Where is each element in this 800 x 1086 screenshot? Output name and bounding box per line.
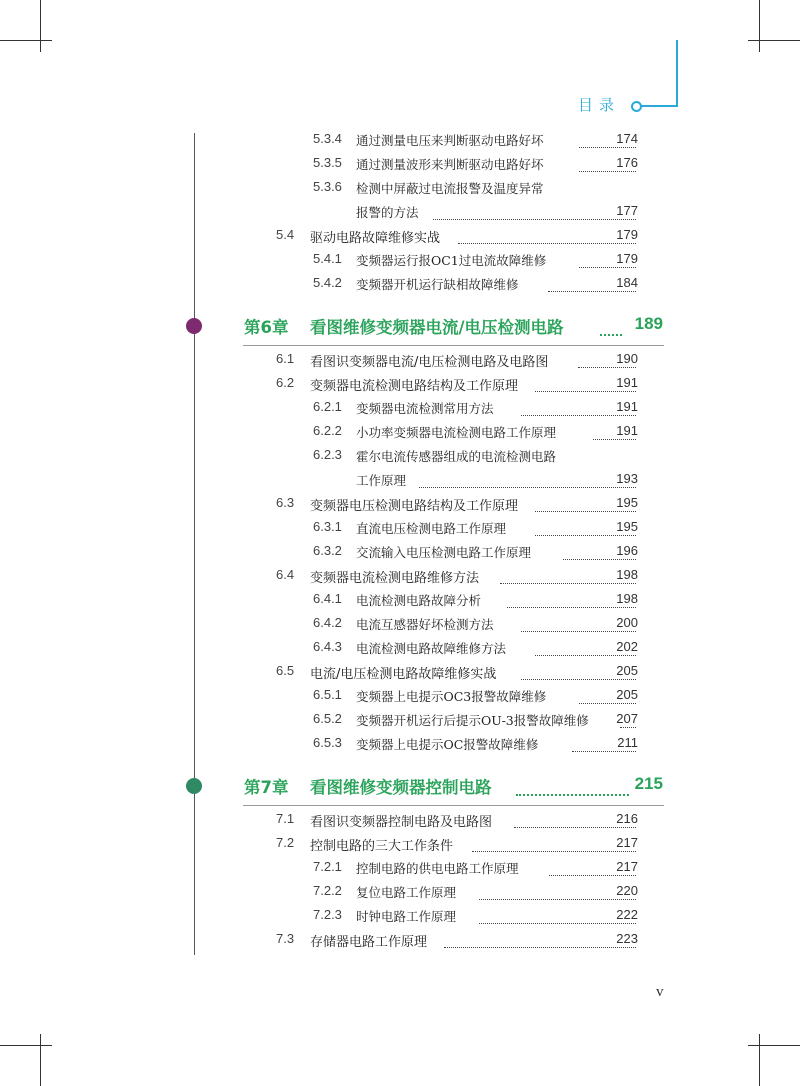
entry-page: 202 xyxy=(616,639,638,654)
crop-mark xyxy=(759,1034,760,1086)
entry-title: 变频器电压检测电路结构及工作原理 xyxy=(310,499,519,514)
entry-page: 198 xyxy=(616,567,638,582)
entry-number: 5.3.5 xyxy=(313,155,342,170)
toc-entry[interactable] xyxy=(0,567,800,591)
entry-page: 200 xyxy=(616,615,638,630)
entry-title: 工作原理 xyxy=(356,473,407,488)
entry-page: 211 xyxy=(617,735,638,750)
entry-title: 控制电路的三大工作条件 xyxy=(310,839,454,854)
entry-number: 5.3.6 xyxy=(313,179,342,194)
page-number: v xyxy=(656,984,664,1000)
crop-mark xyxy=(0,40,52,41)
toc-entry-continuation[interactable] xyxy=(0,471,800,495)
header-accent-bar xyxy=(676,40,678,106)
entry-title: 看图识变频器控制电路及电路图 xyxy=(310,815,493,830)
chapter-title: 看图维修变频器电流/电压检测电路 xyxy=(310,318,564,337)
entry-title: 电流检测电路故障分析 xyxy=(356,593,482,608)
crop-mark xyxy=(40,0,41,52)
leader-dots xyxy=(620,727,636,728)
entry-page: 222 xyxy=(616,907,638,922)
page-title: 目录 xyxy=(578,96,621,114)
toc-entry[interactable] xyxy=(0,251,800,275)
entry-title: 报警的方法 xyxy=(356,205,419,220)
leader-dots xyxy=(572,751,636,752)
entry-page: 195 xyxy=(616,519,638,534)
entry-number: 5.3.4 xyxy=(313,131,342,146)
entry-number: 6.2.1 xyxy=(313,399,342,414)
entry-page: 220 xyxy=(616,883,638,898)
toc-entry[interactable] xyxy=(0,155,800,179)
toc-entry[interactable] xyxy=(0,687,800,711)
toc-entry[interactable] xyxy=(0,399,800,423)
entry-page: 191 xyxy=(616,423,638,438)
entry-number: 7.2.3 xyxy=(313,907,342,922)
header-accent-rule xyxy=(640,105,678,107)
leader-dots xyxy=(419,487,636,488)
leader-dots xyxy=(472,851,636,852)
leader-dots xyxy=(500,583,636,584)
crop-mark xyxy=(759,0,760,52)
entry-title: 变频器开机运行后提示OU-3报警故障维修 xyxy=(356,713,589,728)
entry-page: 191 xyxy=(616,399,638,414)
entry-page: 191 xyxy=(616,375,638,390)
toc-entry[interactable] xyxy=(0,447,800,471)
entry-title: 变频器电流检测电路维修方法 xyxy=(310,571,480,586)
toc-entry[interactable] xyxy=(0,615,800,639)
leader-dots xyxy=(516,794,629,796)
crop-mark xyxy=(748,40,800,41)
leader-dots xyxy=(535,655,636,656)
entry-page: 205 xyxy=(616,687,638,702)
leader-dots xyxy=(579,171,636,172)
entry-number: 6.5 xyxy=(276,663,295,678)
entry-title: 电流检测电路故障维修方法 xyxy=(356,641,507,656)
entry-number: 6.3.1 xyxy=(313,519,342,534)
chapter-number: 第6章 xyxy=(244,318,289,337)
leader-dots xyxy=(535,535,636,536)
leader-dots xyxy=(458,243,636,244)
leader-dots xyxy=(507,607,636,608)
entry-number: 6.1 xyxy=(276,351,295,366)
toc-entry-continuation[interactable] xyxy=(0,203,800,227)
entry-title: 变频器电流检测常用方法 xyxy=(356,401,494,416)
entry-number: 6.3 xyxy=(276,495,295,510)
entry-title: 通过测量电压来判断驱动电路好坏 xyxy=(356,133,544,148)
entry-number: 6.5.3 xyxy=(313,735,342,750)
entry-page: 207 xyxy=(616,711,638,726)
entry-number: 6.2.3 xyxy=(313,447,342,462)
crop-mark xyxy=(40,1034,41,1086)
toc-entry[interactable] xyxy=(0,275,800,299)
entry-title: 复位电路工作原理 xyxy=(356,885,457,900)
leader-dots xyxy=(548,291,636,292)
toc-entry[interactable] xyxy=(0,859,800,883)
chapter-divider xyxy=(243,805,664,806)
crop-mark xyxy=(748,1045,800,1046)
entry-title: 小功率变频器电流检测电路工作原理 xyxy=(356,425,557,440)
toc-entry[interactable] xyxy=(0,519,800,543)
leader-dots xyxy=(600,334,622,336)
chapter-6-heading[interactable] xyxy=(0,314,800,344)
entry-title: 变频器运行报OC1过电流故障维修 xyxy=(356,253,547,268)
leader-dots xyxy=(479,899,636,900)
entry-number: 6.5.1 xyxy=(313,687,342,702)
entry-number: 6.2.2 xyxy=(313,423,342,438)
entry-title: 驱动电路故障维修实战 xyxy=(310,231,441,246)
toc-entry[interactable] xyxy=(0,179,800,203)
entry-title: 变频器电流检测电路结构及工作原理 xyxy=(310,379,519,394)
entry-page: 223 xyxy=(616,931,638,946)
toc-entry[interactable] xyxy=(0,227,800,251)
entry-number: 7.2 xyxy=(276,835,295,850)
entry-title: 检测中屏蔽过电流报警及温度异常 xyxy=(356,181,544,196)
entry-title: 看图识变频器电流/电压检测电路及电路图 xyxy=(310,355,549,370)
leader-dots xyxy=(593,439,636,440)
entry-number: 5.4.2 xyxy=(313,275,342,290)
entry-number: 6.2 xyxy=(276,375,295,390)
leader-dots xyxy=(535,511,636,512)
entry-title: 存储器电路工作原理 xyxy=(310,935,428,950)
entry-page: 216 xyxy=(616,811,638,826)
leader-dots xyxy=(535,391,636,392)
entry-page: 217 xyxy=(616,835,638,850)
entry-title: 电流/电压检测电路故障维修实战 xyxy=(310,667,497,682)
entry-page: 179 xyxy=(616,251,638,266)
toc-entry[interactable] xyxy=(0,711,800,735)
entry-number: 6.4.1 xyxy=(313,591,342,606)
toc-entry[interactable] xyxy=(0,811,800,835)
leader-dots xyxy=(514,827,636,828)
entry-number: 6.4 xyxy=(276,567,295,582)
toc-entry[interactable] xyxy=(0,735,800,759)
entry-number: 6.4.3 xyxy=(313,639,342,654)
entry-page: 196 xyxy=(616,543,638,558)
entry-page: 190 xyxy=(616,351,638,366)
toc-entry[interactable] xyxy=(0,639,800,663)
toc-entry[interactable] xyxy=(0,835,800,859)
leader-dots xyxy=(579,267,636,268)
entry-title: 变频器上电提示OC3报警故障维修 xyxy=(356,689,547,704)
entry-number: 7.2.2 xyxy=(313,883,342,898)
entry-title: 控制电路的供电电路工作原理 xyxy=(356,861,519,876)
chapter-divider xyxy=(243,345,664,346)
chapter-7-heading[interactable] xyxy=(0,774,800,804)
entry-page: 205 xyxy=(616,663,638,678)
entry-number: 7.1 xyxy=(276,811,295,826)
header-circle-icon xyxy=(631,101,642,112)
crop-mark xyxy=(0,1045,52,1046)
entry-number: 6.4.2 xyxy=(313,615,342,630)
leader-dots xyxy=(521,415,636,416)
leader-dots xyxy=(579,703,636,704)
entry-page: 177 xyxy=(616,203,638,218)
entry-title: 变频器上电提示OC报警故障维修 xyxy=(356,737,539,752)
toc-entry[interactable] xyxy=(0,543,800,567)
entry-title: 时钟电路工作原理 xyxy=(356,909,457,924)
chapter-page: 215 xyxy=(634,774,663,793)
toc-entry[interactable] xyxy=(0,351,800,375)
entry-title: 电流互感器好坏检测方法 xyxy=(356,617,494,632)
entry-page: 179 xyxy=(616,227,638,242)
entry-title: 变频器开机运行缺相故障维修 xyxy=(356,277,519,292)
leader-dots xyxy=(433,219,636,220)
toc-entry[interactable] xyxy=(0,375,800,399)
entry-number: 7.3 xyxy=(276,931,295,946)
entry-title: 直流电压检测电路工作原理 xyxy=(356,521,507,536)
entry-page: 174 xyxy=(616,131,638,146)
entry-number: 6.3.2 xyxy=(313,543,342,558)
entry-title: 通过测量波形来判断驱动电路好坏 xyxy=(356,157,544,172)
entry-number: 5.4.1 xyxy=(313,251,342,266)
entry-number: 6.5.2 xyxy=(313,711,342,726)
toc-entry[interactable] xyxy=(0,131,800,155)
entry-number: 5.4 xyxy=(276,227,295,242)
toc-entry[interactable] xyxy=(0,883,800,907)
leader-dots xyxy=(578,367,636,368)
entry-page: 184 xyxy=(616,275,638,290)
toc-entry[interactable] xyxy=(0,591,800,615)
leader-dots xyxy=(521,631,636,632)
leader-dots xyxy=(479,923,636,924)
toc-entry[interactable] xyxy=(0,663,800,687)
entry-page: 195 xyxy=(616,495,638,510)
entry-number: 7.2.1 xyxy=(313,859,342,874)
entry-page: 217 xyxy=(616,859,638,874)
toc-entry[interactable] xyxy=(0,907,800,931)
chapter-page: 189 xyxy=(634,314,663,333)
leader-dots xyxy=(579,147,636,148)
leader-dots xyxy=(521,679,636,680)
entry-title: 霍尔电流传感器组成的电流检测电路 xyxy=(356,449,557,464)
leader-dots xyxy=(563,559,636,560)
chapter-number: 第7章 xyxy=(244,778,289,797)
entry-page: 176 xyxy=(616,155,638,170)
entry-page: 193 xyxy=(616,471,638,486)
toc-entry[interactable] xyxy=(0,931,800,955)
toc-entry[interactable] xyxy=(0,423,800,447)
leader-dots xyxy=(444,947,636,948)
entry-page: 198 xyxy=(616,591,638,606)
entry-title: 交流输入电压检测电路工作原理 xyxy=(356,545,532,560)
toc-entry[interactable] xyxy=(0,495,800,519)
chapter-title: 看图维修变频器控制电路 xyxy=(310,778,492,797)
leader-dots xyxy=(549,875,636,876)
